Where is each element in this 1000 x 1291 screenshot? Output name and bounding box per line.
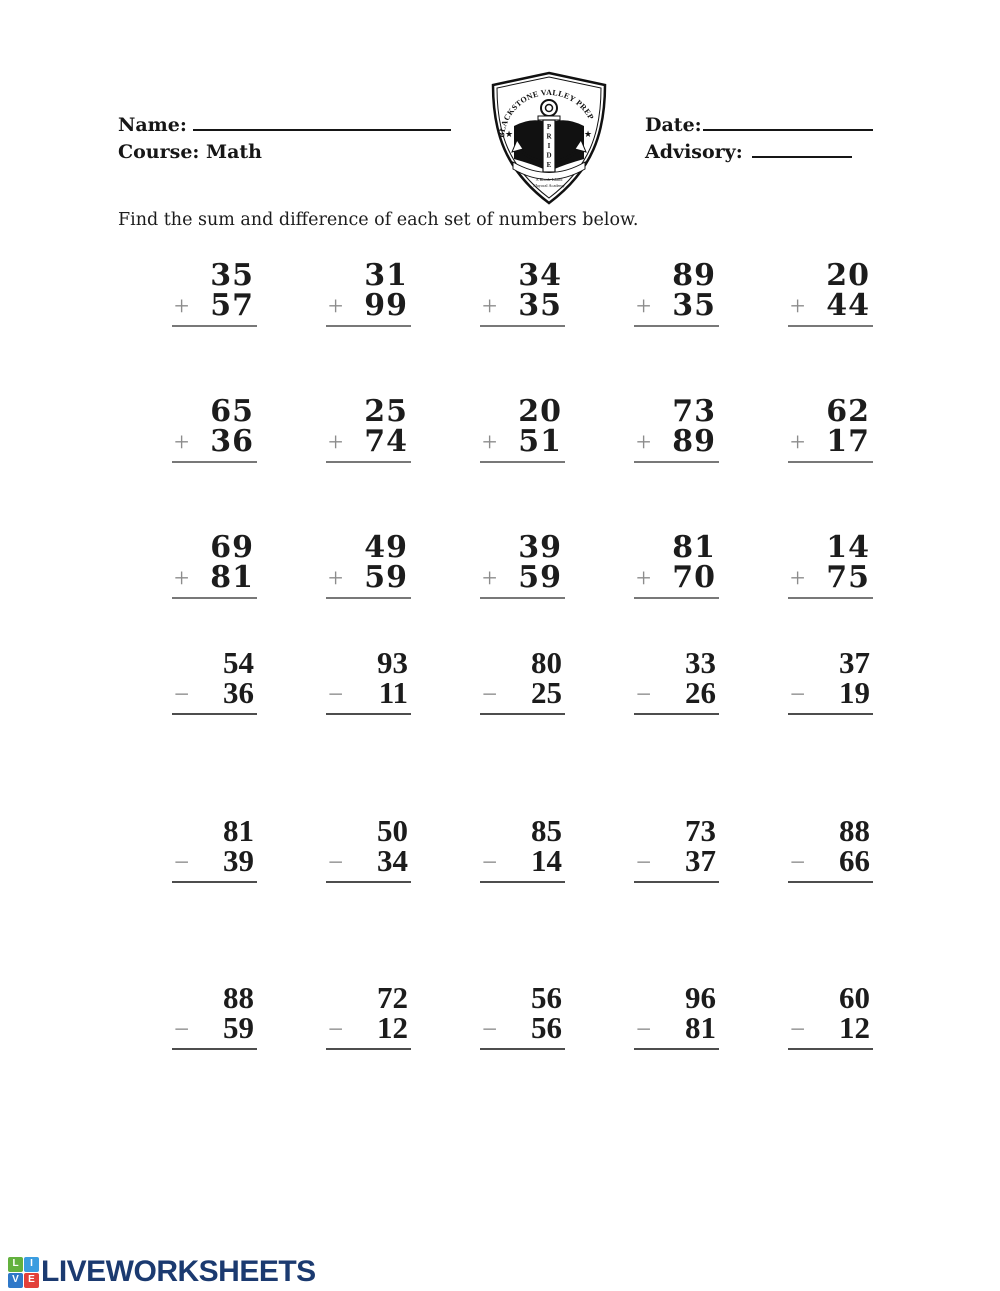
bottom-operand: 19 xyxy=(839,675,870,710)
minus-sign-icon: − xyxy=(636,1014,652,1044)
bottom-operand: 56 xyxy=(531,1010,562,1045)
answer-line xyxy=(172,675,257,715)
problems-row xyxy=(172,394,873,463)
answer-line xyxy=(788,560,873,599)
plus-sign-icon: + xyxy=(328,291,344,321)
problems-row xyxy=(172,530,873,599)
top-operand: 20 xyxy=(826,258,870,293)
crest-anchor-ring-hole xyxy=(546,105,553,112)
top-operand: 88 xyxy=(223,980,254,1015)
instruction-text: Find the sum and difference of each set of numbers below. xyxy=(118,210,639,230)
bottom-operand: 14 xyxy=(531,843,562,878)
math-problem[interactable] xyxy=(788,813,873,883)
math-problem[interactable] xyxy=(172,530,257,599)
top-operand: 62 xyxy=(826,394,870,429)
top-operand: 37 xyxy=(839,645,870,680)
minus-sign-icon: − xyxy=(328,847,344,877)
top-operand: 81 xyxy=(672,530,716,565)
plus-sign-icon: + xyxy=(174,291,190,321)
crest-pride-letter: D xyxy=(546,151,552,160)
crest-pride-letter: R xyxy=(546,132,552,141)
math-problem[interactable] xyxy=(480,980,565,1050)
bottom-operand: 37 xyxy=(685,843,716,878)
bottom-operand: 74 xyxy=(364,424,408,459)
plus-sign-icon: + xyxy=(790,291,806,321)
answer-line xyxy=(480,843,565,883)
name-row xyxy=(118,112,451,139)
math-problem[interactable] xyxy=(326,980,411,1050)
top-operand: 73 xyxy=(672,394,716,429)
problems-row xyxy=(172,645,873,715)
bottom-operand: 44 xyxy=(826,288,870,323)
answer-line xyxy=(480,1010,565,1050)
bottom-operand: 39 xyxy=(223,843,254,878)
bottom-operand: 70 xyxy=(672,560,716,595)
crest-tagline-line2: Mayoral Academy xyxy=(533,183,565,188)
bottom-operand: 59 xyxy=(518,560,562,595)
answer-line xyxy=(480,560,565,599)
answer-line xyxy=(172,288,257,327)
bottom-operand: 59 xyxy=(364,560,408,595)
top-operand: 14 xyxy=(826,530,870,565)
math-problem[interactable] xyxy=(634,394,719,463)
plus-sign-icon: + xyxy=(790,427,806,457)
plus-sign-icon: + xyxy=(174,563,190,593)
minus-sign-icon: − xyxy=(636,679,652,709)
answer-line xyxy=(480,288,565,327)
minus-sign-icon: − xyxy=(482,679,498,709)
top-operand: 50 xyxy=(377,813,408,848)
top-operand: 96 xyxy=(685,980,716,1015)
bottom-operand: 36 xyxy=(223,675,254,710)
answer-line xyxy=(634,843,719,883)
bottom-operand: 59 xyxy=(223,1010,254,1045)
answer-line xyxy=(634,1010,719,1050)
advisory-blank-line[interactable] xyxy=(752,141,852,158)
plus-sign-icon: + xyxy=(174,427,190,457)
math-problem[interactable] xyxy=(326,394,411,463)
answer-line xyxy=(480,424,565,463)
answer-line xyxy=(172,843,257,883)
advisory-label: Advisory: xyxy=(645,141,743,163)
bottom-operand: 34 xyxy=(377,843,408,878)
bottom-operand: 81 xyxy=(685,1010,716,1045)
plus-sign-icon: + xyxy=(636,563,652,593)
bottom-operand: 11 xyxy=(378,675,408,710)
plus-sign-icon: + xyxy=(636,291,652,321)
top-operand: 54 xyxy=(223,645,254,680)
plus-sign-icon: + xyxy=(328,427,344,457)
crest-pride-letter: P xyxy=(546,123,552,131)
math-problem[interactable] xyxy=(172,258,257,327)
top-operand: 88 xyxy=(839,813,870,848)
math-problem[interactable] xyxy=(480,394,565,463)
minus-sign-icon: − xyxy=(174,679,190,709)
answer-line xyxy=(788,1010,873,1050)
math-problem[interactable] xyxy=(788,530,873,599)
answer-line xyxy=(172,1010,257,1050)
math-problem[interactable] xyxy=(172,394,257,463)
header-left xyxy=(118,112,451,166)
math-problem[interactable] xyxy=(788,645,873,715)
liveworksheets-logo[interactable] xyxy=(8,1255,316,1289)
bottom-operand: 57 xyxy=(210,288,254,323)
answer-line xyxy=(326,843,411,883)
answer-line xyxy=(326,1010,411,1050)
bottom-operand: 35 xyxy=(518,288,562,323)
plus-sign-icon: + xyxy=(790,563,806,593)
bottom-operand: 89 xyxy=(672,424,716,459)
math-problem[interactable] xyxy=(326,258,411,327)
problems-row xyxy=(172,258,873,327)
logo-tile-v: V xyxy=(8,1273,23,1288)
answer-line xyxy=(480,675,565,715)
top-operand: 33 xyxy=(685,645,716,680)
top-operand: 31 xyxy=(364,258,408,293)
bottom-operand: 51 xyxy=(518,424,562,459)
plus-sign-icon: + xyxy=(482,427,498,457)
math-problem[interactable] xyxy=(634,258,719,327)
bottom-operand: 12 xyxy=(377,1010,408,1045)
answer-line xyxy=(326,560,411,599)
minus-sign-icon: − xyxy=(174,847,190,877)
top-operand: 56 xyxy=(531,980,562,1015)
top-operand: 20 xyxy=(518,394,562,429)
header-right xyxy=(645,112,873,166)
minus-sign-icon: − xyxy=(482,1014,498,1044)
answer-line xyxy=(326,288,411,327)
plus-sign-icon: + xyxy=(482,291,498,321)
math-problem[interactable] xyxy=(480,813,565,883)
top-operand: 35 xyxy=(210,258,254,293)
math-problem[interactable] xyxy=(480,530,565,599)
math-problem[interactable] xyxy=(326,813,411,883)
math-problem[interactable] xyxy=(326,645,411,715)
bottom-operand: 81 xyxy=(210,560,254,595)
math-problem[interactable] xyxy=(788,980,873,1050)
math-problem[interactable] xyxy=(634,530,719,599)
logo-tile-l: L xyxy=(8,1257,23,1272)
problems-row xyxy=(172,813,873,883)
date-label: Date: xyxy=(645,114,702,136)
math-problem[interactable] xyxy=(788,394,873,463)
name-label: Name: xyxy=(118,114,187,136)
liveworksheets-tiles-icon xyxy=(8,1257,39,1288)
top-operand: 65 xyxy=(210,394,254,429)
answer-line xyxy=(172,560,257,599)
crest-tagline-line1: A Rhode Island xyxy=(535,177,563,182)
crest-star-right-icon: ★ xyxy=(583,130,593,140)
top-operand: 93 xyxy=(377,645,408,680)
answer-line xyxy=(634,560,719,599)
top-operand: 81 xyxy=(223,813,254,848)
bottom-operand: 75 xyxy=(826,560,870,595)
top-operand: 34 xyxy=(518,258,562,293)
bottom-operand: 26 xyxy=(685,675,716,710)
answer-line xyxy=(634,675,719,715)
top-operand: 49 xyxy=(364,530,408,565)
answer-line xyxy=(634,288,719,327)
top-operand: 89 xyxy=(672,258,716,293)
answer-line xyxy=(788,288,873,327)
liveworksheets-brand-text: LIVEWORKSHEETS xyxy=(41,1255,316,1288)
answer-line xyxy=(788,424,873,463)
answer-line xyxy=(326,424,411,463)
top-operand: 80 xyxy=(531,645,562,680)
crest-pride-letter: I xyxy=(547,142,551,150)
crest-pride-letter: E xyxy=(546,161,552,169)
answer-line xyxy=(788,675,873,715)
problems-row xyxy=(172,980,873,1050)
answer-line xyxy=(172,424,257,463)
bottom-operand: 17 xyxy=(826,424,870,459)
minus-sign-icon: − xyxy=(790,847,806,877)
math-problem[interactable] xyxy=(172,645,257,715)
bottom-operand: 36 xyxy=(210,424,254,459)
bottom-operand: 66 xyxy=(839,843,870,878)
logo-tile-e: E xyxy=(24,1273,39,1288)
top-operand: 39 xyxy=(518,530,562,565)
math-problem[interactable] xyxy=(788,258,873,327)
math-problem[interactable] xyxy=(634,645,719,715)
plus-sign-icon: + xyxy=(636,427,652,457)
minus-sign-icon: − xyxy=(328,679,344,709)
crest-star-left-icon: ★ xyxy=(504,130,514,140)
minus-sign-icon: − xyxy=(790,1014,806,1044)
crest-arched-school-name: BLACKSTONE VALLEY PREP xyxy=(496,87,596,139)
answer-line xyxy=(326,675,411,715)
math-problem[interactable] xyxy=(172,813,257,883)
top-operand: 73 xyxy=(685,813,716,848)
answer-line xyxy=(788,843,873,883)
name-blank-line[interactable] xyxy=(193,114,451,131)
date-row xyxy=(645,112,873,139)
plus-sign-icon: + xyxy=(328,563,344,593)
advisory-row xyxy=(645,139,873,166)
minus-sign-icon: − xyxy=(636,847,652,877)
bottom-operand: 12 xyxy=(839,1010,870,1045)
bottom-operand: 35 xyxy=(672,288,716,323)
minus-sign-icon: − xyxy=(328,1014,344,1044)
answer-line xyxy=(634,424,719,463)
math-problem[interactable] xyxy=(480,258,565,327)
top-operand: 85 xyxy=(531,813,562,848)
top-operand: 25 xyxy=(364,394,408,429)
top-operand: 69 xyxy=(210,530,254,565)
plus-sign-icon: + xyxy=(482,563,498,593)
logo-tile-i: I xyxy=(24,1257,39,1272)
math-problem[interactable] xyxy=(634,813,719,883)
date-blank-line[interactable] xyxy=(703,114,873,131)
top-operand: 72 xyxy=(377,980,408,1015)
minus-sign-icon: − xyxy=(790,679,806,709)
school-crest xyxy=(487,70,611,206)
math-problem[interactable] xyxy=(480,645,565,715)
math-problem[interactable] xyxy=(634,980,719,1050)
bottom-operand: 99 xyxy=(364,288,408,323)
math-problem[interactable] xyxy=(172,980,257,1050)
bottom-operand: 25 xyxy=(531,675,562,710)
math-problem[interactable] xyxy=(326,530,411,599)
minus-sign-icon: − xyxy=(174,1014,190,1044)
top-operand: 60 xyxy=(839,980,870,1015)
minus-sign-icon: − xyxy=(482,847,498,877)
course-label: Course: Math xyxy=(118,141,262,163)
